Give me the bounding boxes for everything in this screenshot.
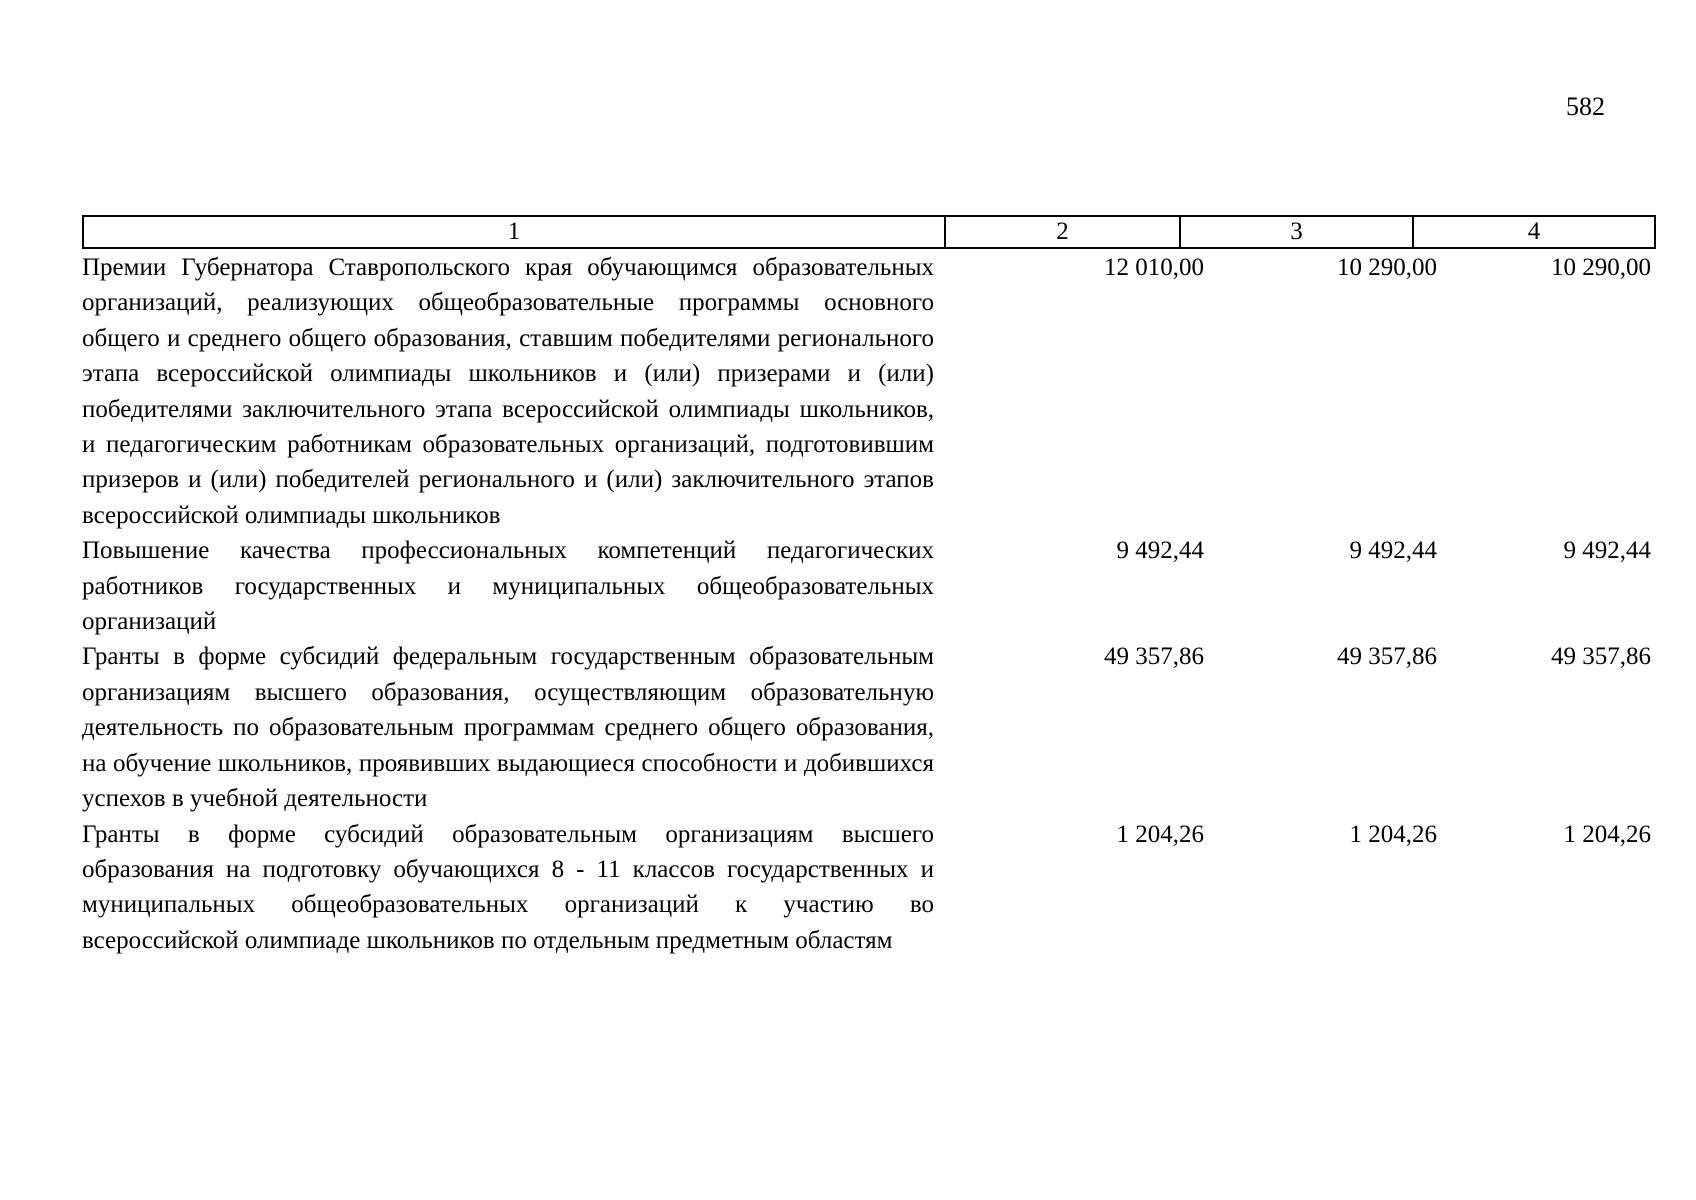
table-row xyxy=(82,533,1656,639)
row-value-col3: 49 357,86 xyxy=(1337,643,1437,671)
row-value-col2: 9 492,44 xyxy=(1116,537,1204,565)
table-row xyxy=(82,639,1656,816)
row-value-col4: 10 290,00 xyxy=(1551,254,1651,281)
table-row xyxy=(82,817,1656,959)
table-body xyxy=(82,250,1656,958)
row-description: Гранты в форме субсидий образовательным организациям высшего образования на подготовку обучающихся 8 - 11 классов государственных и муниципальных общеобразовательных организаций к участию во всероссийской олимпиаде школьников по отдельным предметным областям xyxy=(82,820,934,954)
table-header xyxy=(82,215,1656,249)
row-value-col3: 10 290,00 xyxy=(1337,254,1437,281)
table-row xyxy=(82,250,1656,533)
header-cell-4: 4 xyxy=(1527,218,1541,245)
row-value-col2: 1 204,26 xyxy=(1116,820,1204,848)
row-description: Повышение качества профессиональных компетенций педагогических работников государственных и муниципальных общеобразовательных организаций xyxy=(82,537,934,636)
page-number: 582 xyxy=(1566,92,1605,121)
row-value-col4: 1 204,26 xyxy=(1563,820,1651,848)
row-value-col3: 9 492,44 xyxy=(1349,537,1437,565)
row-value-col4: 9 492,44 xyxy=(1563,537,1651,565)
row-value-col3: 1 204,26 xyxy=(1349,820,1437,848)
row-description: Премии Губернатора Ставропольского края обучающимся образовательных организаций, реализующих общеобразовательные программы основного общего и среднего общего образования, ставшим победителями регионального этапа всероссийской олимпиады школьников и (или) призерами и (или) победителями заключительного этапа всероссийской олимпиады школьников, и педагогическим работникам образовательных организаций, подготовившим призеров и (или) победителей регионального и (или) заключительного этапов всероссийской олимпиады школьников xyxy=(82,254,934,529)
row-value-col4: 49 357,86 xyxy=(1551,643,1651,671)
row-value-col2: 49 357,86 xyxy=(1104,643,1204,671)
header-cell-1: 1 xyxy=(84,217,946,247)
header-cell-3: 3 xyxy=(1181,217,1414,247)
row-description: Гранты в форме субсидий федеральным государственным образовательным организациям высшего образования, осуществляющим образовательную деятельность по образовательным программам среднего общего образования, на обучение школьников, проявивших выдающиеся способности и добившихся успехов в учебной деятельности xyxy=(82,643,934,813)
header-cell-2: 2 xyxy=(946,217,1181,247)
row-value-col2: 12 010,00 xyxy=(1104,254,1204,281)
